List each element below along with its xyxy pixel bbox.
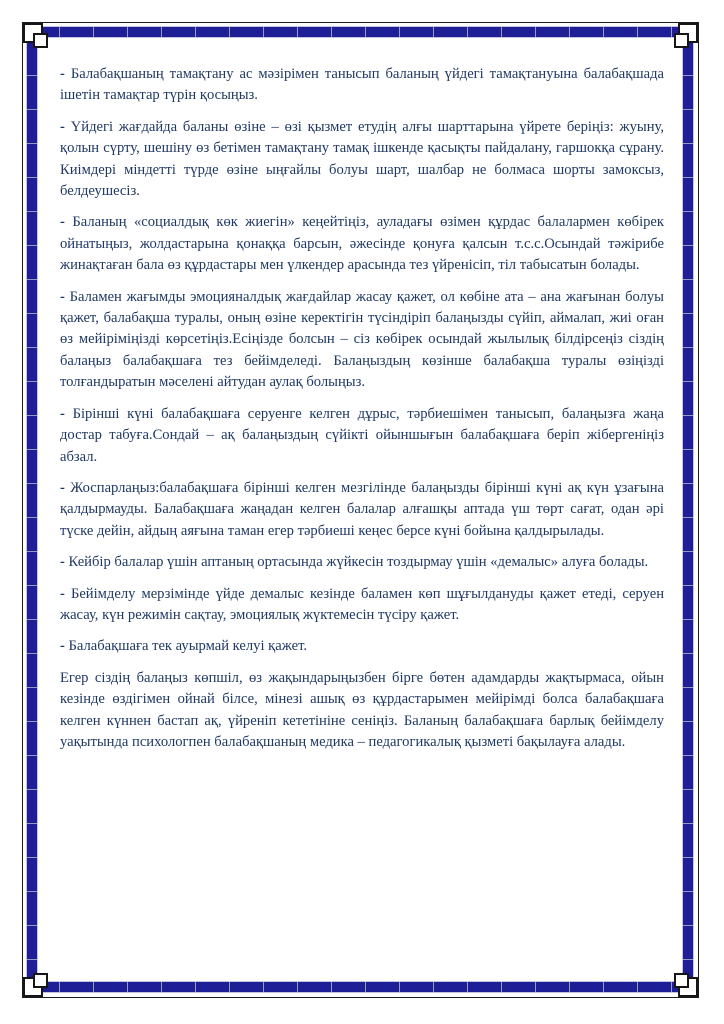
paragraph: - Балабақшаның тамақтану ас мәзірімен танысып баланың үйдегі тамақтануына балабақшада ішетін тамақтар түрін қосыңыз. [60,66,664,104]
paragraph: - Балабақшаға тек ауырмай келуі қажет. [60,638,308,655]
paragraph: - Баланың «социалдық көк жиегін» кеңейтіңіз, ауладағы өзімен құрдас балалармен көбірек ойнатыңыз, жолдастарына қонаққа барсын, әжесінде қонуға қалсын т.с.с.Осындай тәжірибе жинақтаған бала өз құрдастары мен үлкендер арасында тез үйренісіп, тіл табысатын болады. [60,214,665,274]
paragraph-marker: - [60,118,71,135]
paragraph: - Бірінші күні балабақшаға серуенге келген дұрыс, тәрбиешімен танысып, балаңызға жаңа достар табуға.Сондай – ақ балаңыздың сүйікті ойыншығын балабақшаға беріп жібергеніңіз абзал. [60,405,665,465]
paragraph-marker: - [60,638,69,655]
paragraph-marker: - [60,405,73,422]
corner-square-icon [674,33,689,48]
corner-square-icon [33,973,48,988]
page-border-band-right [682,26,694,993]
paragraph: - Жоспарлаңыз:балабақшаға бірінші келген мезгілінде балаңызды бірінші күні ақ күн ұзағына қалдырмауды. Балабақшаға жаңадан келген балалар алғашқы аптада үш төрт сағат, одан әрі түске дейін, айдың аяғына таман егер тәрбиеші кеңес берсе күні бойына қалдырылады. [60,479,664,539]
paragraph-marker: - [60,585,71,602]
paragraph-marker: - [60,288,70,305]
paragraph-marker: - [60,479,71,496]
paragraph-marker: - [60,214,73,231]
paragraph-marker: - [60,554,69,571]
document-body [60,64,664,763]
paragraph: - Кейбір балалар үшін аптаның ортасында жүйкесін тоздырмау үшін «демалыс» алуға болады. [60,554,649,571]
paragraph: Егер сіздің балаңыз көпшіл, өз жақындарыңызбен бірге бөтен адамдарды жақтырмаса, ойын кезінде өздігімен ойнай білсе, мінезі ашық өз құрдастарымен мейірімді болса балабақшаға келген күннен бастап ақ, үйреніп кететініне сеніңіз. Баланың балабақшаға барлық бейімделу уақытында психологпен балабақшаның медика – педагогикалық қызметі бақылауға алады. [60,669,664,750]
page-border-band-bottom [26,981,694,993]
page-border-band-left [26,26,38,993]
paragraph: - Бейімделу мерзімінде үйде демалыс кезінде баламен көп шұғылдануды қажет етеді, серуен жасау, күн режимін сақтау, эмоциялық жүктемесін түсіру қажет. [60,585,664,623]
paragraph: - Үйдегі жағдайда баланы өзіне – өзі қызмет етудің алғы шарттарына үйрете беріңіз: жуыну, қолын сүрту, шешіну өз бетімен тамақтану тамақ ішкенде қасықты пайдалану, гаршокқа сұрану. Киімдері міндетті түрде өзіне ыңғайлы болуы шарт, шалбар не болмаса шорты замоксыз, белдеушесіз. [60,118,664,200]
paragraph-marker: - [60,66,71,82]
corner-square-icon [674,973,689,988]
page-border-band-top [26,26,694,38]
corner-square-icon [33,33,48,48]
paragraph: - Баламен жағымды эмоцияналдық жағдайлар жасау қажет, ол көбіне ата – ана жағынан болуы қажет, балабақша туралы, оның өзіне керектігін түсіндіріп балаңызды сүйіп, аймалап, жиі оған өз мейіріміңізді көрсетіңіз.Есіңізде болсын – сіз көбірек осындай жылылық білдірсеңіз сіздің балаңыз балабақшаға тез бейімделеді. Балаңыздың көзінше балабақша туралы өзіңізді толғандыратын мәселені айтудан аулақ болыңыз. [60,288,664,391]
